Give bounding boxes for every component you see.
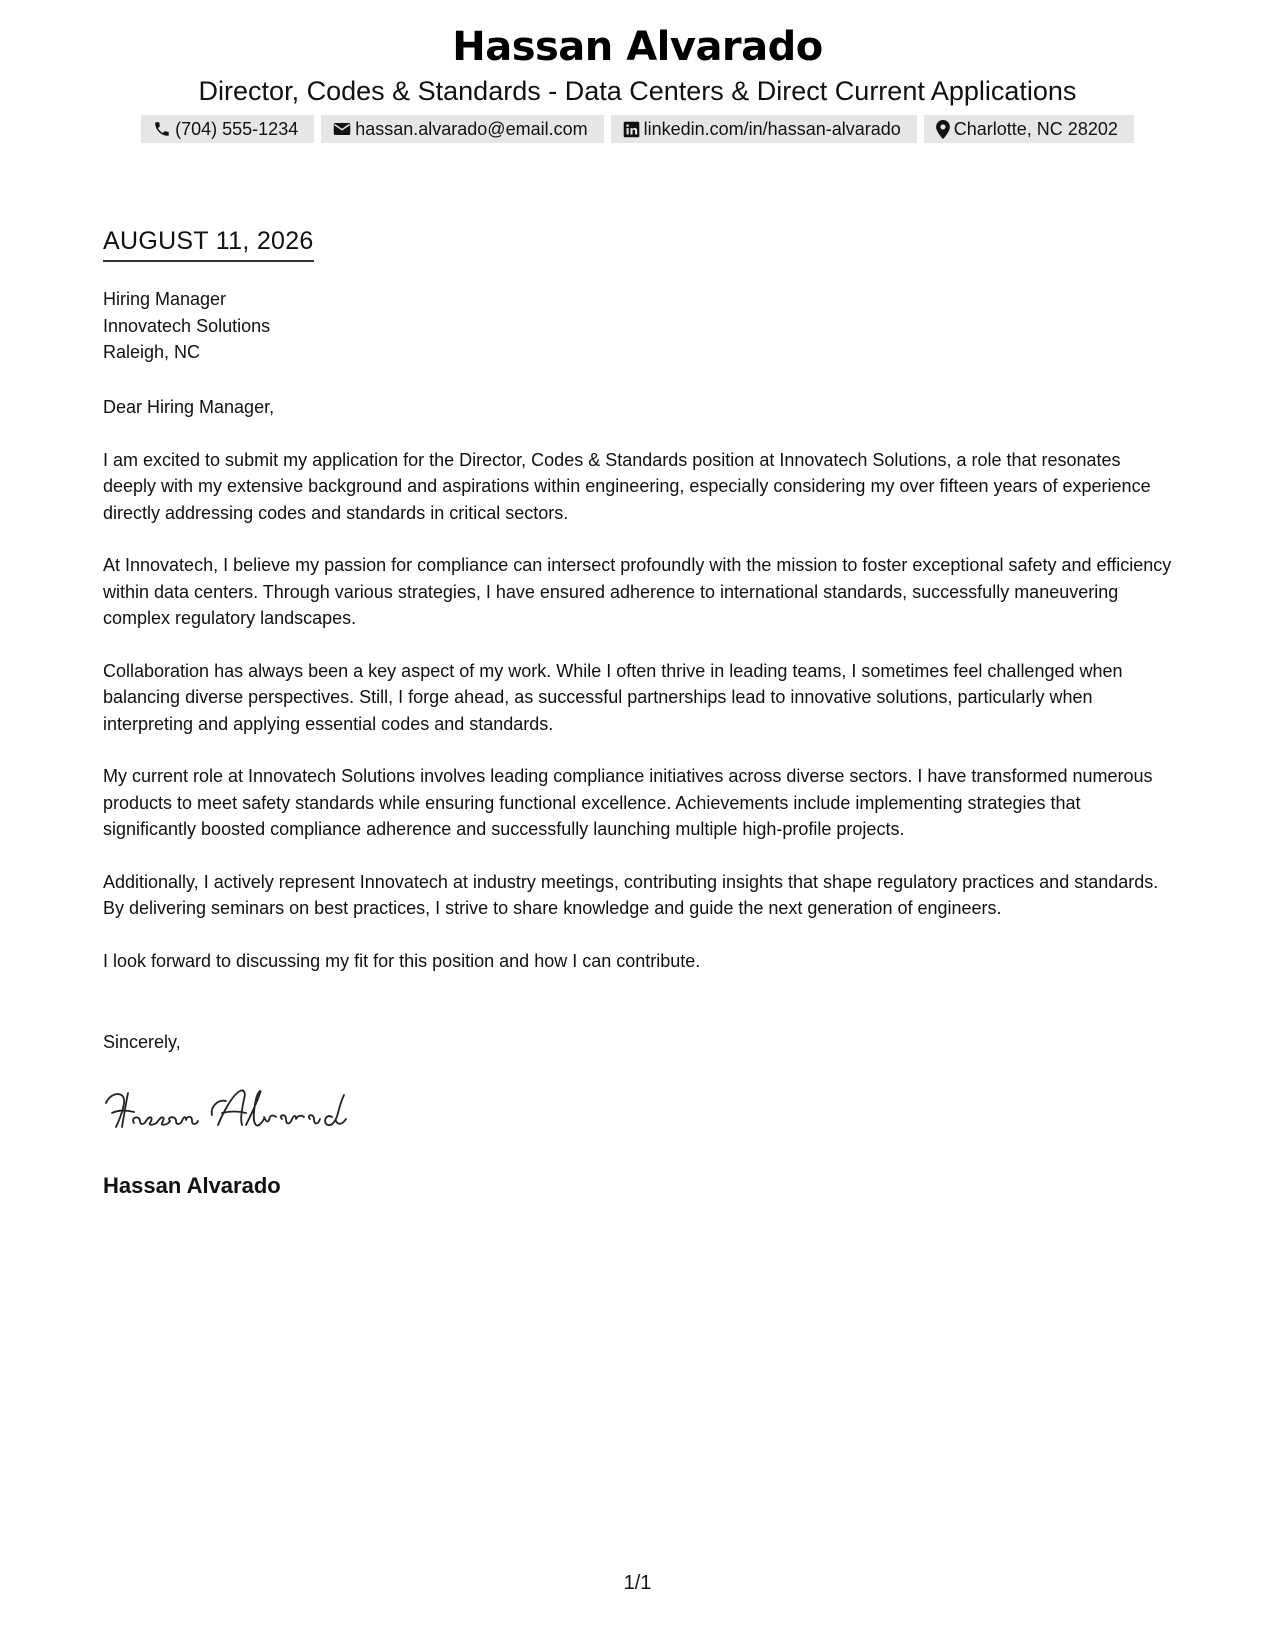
- body-paragraph: My current role at Innovatech Solutions involves leading compliance initiatives across diverse sectors. I have transformed numerous products to meet safety standards while ensuring functional excellence. Achievements include implementing strategies that significantly boosted compliance adherence and successfully launching multiple high-profile projects.: [103, 766, 1153, 839]
- map-pin-icon: [936, 120, 950, 139]
- body-paragraph: Collaboration has always been a key aspect of my work. While I often thrive in leading teams, I sometimes feel challenged when balancing diverse perspectives. Still, I forge ahead, as successful partnerships lead to innovative solutions, particularly when interpreting and applying essential codes and standards.: [103, 660, 1123, 734]
- recipient-company: Innovatech Solutions: [103, 315, 271, 336]
- page-number: 1/1: [623, 1572, 652, 1594]
- applicant-name: Hassan Alvarado: [452, 24, 823, 70]
- phone-text: (704) 555-1234: [175, 118, 299, 139]
- contact-location[interactable]: [924, 115, 1134, 143]
- signed-name: Hassan Alvarado: [103, 1173, 281, 1198]
- closing: Sincerely,: [103, 1032, 181, 1052]
- body-paragraph: I look forward to discussing my fit for this position and how I can contribute.: [103, 950, 701, 971]
- envelope-icon: [333, 121, 351, 137]
- contact-linkedin[interactable]: [611, 115, 917, 143]
- linkedin-icon: [623, 121, 640, 138]
- handwritten-signature: [100, 1085, 370, 1135]
- email-text: hassan.alvarado@email.com: [355, 118, 588, 139]
- recipient-location: Raleigh, NC: [103, 342, 201, 362]
- linkedin-text: linkedin.com/in/hassan-alvarado: [643, 118, 901, 139]
- location-text: Charlotte, NC 28202: [953, 118, 1118, 139]
- body-paragraph: Additionally, I actively represent Innovatech at industry meetings, contributing insights that shape regulatory practices and standards. By delivering seminars on best practices, I strive to share knowledge and guide the next generation of engineers.: [103, 871, 1159, 918]
- salutation: Dear Hiring Manager,: [103, 397, 275, 417]
- letter-header: [0, 22, 1275, 143]
- contact-email[interactable]: [321, 115, 603, 143]
- letter-date: AUGUST 11, 2026: [103, 226, 314, 262]
- body-paragraph: I am excited to submit my application for the Director, Codes & Standards position at Innovatech Solutions, a role that resonates deeply with my extensive background and aspirations within engineering, especially considering my over fifteen years of experience directly addressing codes and standards in critical sectors.: [103, 449, 1151, 523]
- phone-icon: [153, 120, 171, 138]
- letter-body: [103, 394, 1178, 1000]
- contact-bar: [0, 115, 1275, 143]
- body-paragraph: At Innovatech, I believe my passion for compliance can intersect profoundly with the mission to foster exceptional safety and efficiency within data centers. Through various strategies, I have ensured adherence to international standards, successfully maneuvering complex regulatory landscapes.: [103, 555, 1172, 628]
- recipient-block: [103, 286, 270, 366]
- recipient-name: Hiring Manager: [103, 289, 227, 309]
- contact-phone[interactable]: [141, 115, 314, 143]
- applicant-title: Director, Codes & Standards - Data Centers & Direct Current Applications: [198, 76, 1077, 106]
